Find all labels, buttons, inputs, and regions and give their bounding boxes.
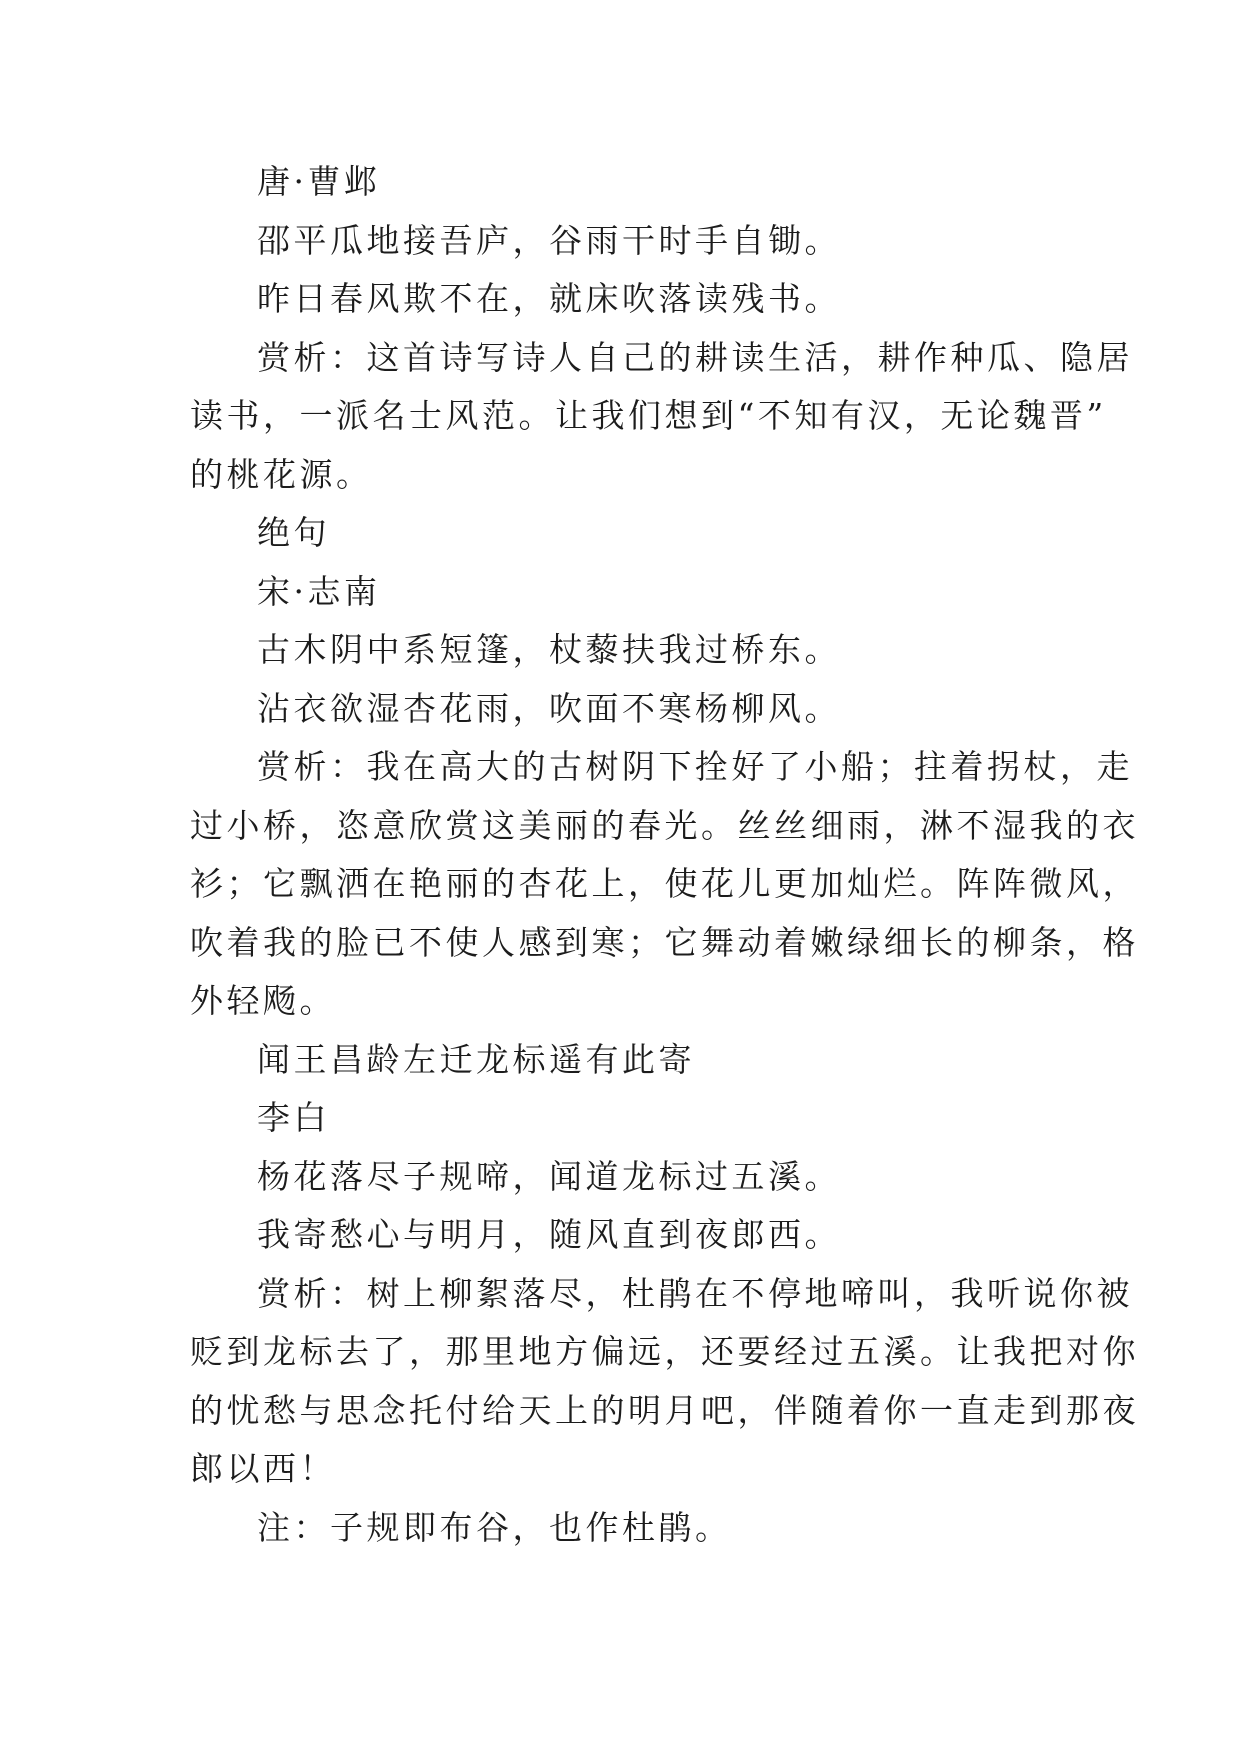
poem-3-verse-1: 杨花落尽子规啼，闻道龙标过五溪。 [257, 1156, 841, 1196]
poem-1-commentary-line: 赏析：这首诗写诗人自己的耕读生活，耕作种瓜、隐居 [257, 337, 1133, 377]
poem-1-verse-1: 邵平瓜地接吾庐，谷雨干时手自锄。 [257, 220, 841, 260]
poem-1-verse-2: 昨日春风欺不在，就床吹落读残书。 [257, 279, 841, 318]
poem-3-title: 闻王昌龄左迁龙标遥有此寄 [257, 1039, 695, 1079]
poem-2-verse-2: 沾衣欲湿杏花雨，吹面不寒杨柳风。 [257, 688, 841, 728]
poem-2-commentary-line: 衫；它飘洒在艳丽的杏花上，使花儿更加灿烂。阵阵微风， [190, 864, 1139, 903]
poem-2-commentary-line: 过小桥，恣意欣赏这美丽的春光。丝丝细雨，淋不湿我的衣 [190, 805, 1139, 845]
poem-2-commentary-line: 外轻飏。 [190, 981, 336, 1020]
poem-2-commentary-line: 吹着我的脸已不使人感到寒；它舞动着嫩绿细长的柳条，格 [190, 922, 1139, 962]
poem-3-note: 注：子规即布谷，也作杜鹃。 [257, 1507, 732, 1547]
poem-2-author: 宋·志南 [257, 571, 381, 611]
poem-3-commentary-line: 的忧愁与思念托付给天上的明月吧，伴随着你一直走到那夜 [190, 1390, 1139, 1430]
document-page [190, 153, 1139, 1557]
poem-2-commentary-line: 赏析：我在高大的古树阴下拴好了小船；拄着拐杖，走 [257, 747, 1133, 786]
poem-3-commentary-line: 赏析：树上柳絮落尽，杜鹃在不停地啼叫，我听说你被 [257, 1273, 1133, 1313]
poem-3-commentary-line: 郎以西！ [190, 1449, 336, 1488]
poem-1-author: 唐·曹邺 [257, 162, 381, 201]
poem-3-commentary-line: 贬到龙标去了，那里地方偏远，还要经过五溪。让我把对你 [190, 1332, 1139, 1371]
poem-3-author: 李白 [257, 1098, 330, 1137]
poem-2-title: 绝句 [257, 513, 330, 552]
poem-3-verse-2: 我寄愁心与明月，随风直到夜郎西。 [257, 1215, 841, 1254]
poem-1-commentary-line: 读书，一派名士风范。让我们想到“不知有汉，无论魏晋” [190, 396, 1107, 435]
poem-1-commentary-line: 的桃花源。 [190, 454, 373, 494]
poem-2-verse-1: 古木阴中系短篷，杖藜扶我过桥东。 [257, 630, 841, 669]
